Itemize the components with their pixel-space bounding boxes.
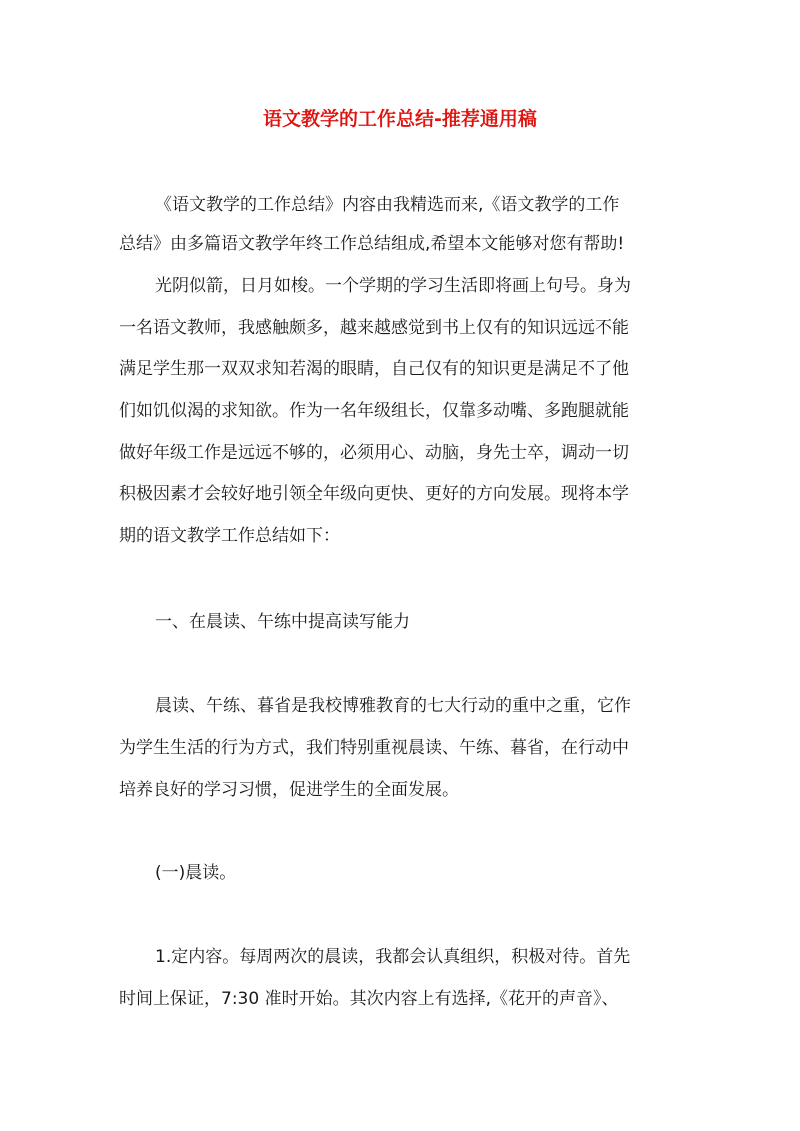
paragraph-line: 1.定内容。每周两次的晨读，我都会认真组织，积极对待。首先 bbox=[155, 947, 631, 967]
paragraph-line: 时间上保证，7:30 准时开始。其次内容上有选择,《花开的声音》、 bbox=[119, 989, 619, 1009]
section-heading: 一、在晨读、午练中提高读写能力 bbox=[155, 612, 410, 632]
paragraph-line: 们如饥似渴的求知欲。作为一名年级组长，仅靠多动嘴、多跑腿就能 bbox=[119, 401, 629, 421]
document-title: 语文教学的工作总结-推荐通用稿 bbox=[263, 108, 537, 130]
paragraph-line: 光阴似箭，日月如梭。一个学期的学习生活即将画上句号。身为 bbox=[155, 276, 631, 296]
paragraph-line: 总结》由多篇语文教学年终工作总结组成,希望本文能够对您有帮助! bbox=[119, 234, 625, 254]
paragraph-line: 培养良好的学习习惯，促进学生的全面发展。 bbox=[119, 780, 459, 800]
subsection-heading: (一)晨读。 bbox=[155, 863, 237, 883]
paragraph-line: 满足学生那一双双求知若渴的眼睛，自己仅有的知识更是满足不了他 bbox=[119, 359, 629, 379]
paragraph-line: 晨读、午练、暮省是我校博雅教育的七大行动的重中之重，它作 bbox=[155, 696, 631, 716]
paragraph-line: 积极因素才会较好地引领全年级向更快、更好的方向发展。现将本学 bbox=[119, 484, 629, 504]
paragraph-line: 做好年级工作是远远不够的，必须用心、动脑，身先士卒，调动一切 bbox=[119, 443, 629, 463]
paragraph-line: 为学生生活的行为方式，我们特别重视晨读、午练、暮省，在行动中 bbox=[119, 738, 629, 758]
paragraph-line: 期的语文教学工作总结如下： bbox=[119, 526, 340, 546]
paragraph-line: 一名语文教师，我感触颇多，越来越感觉到书上仅有的知识远远不能 bbox=[119, 318, 629, 338]
paragraph-line: 《语文教学的工作总结》内容由我精选而来,《语文教学的工作 bbox=[155, 195, 620, 215]
